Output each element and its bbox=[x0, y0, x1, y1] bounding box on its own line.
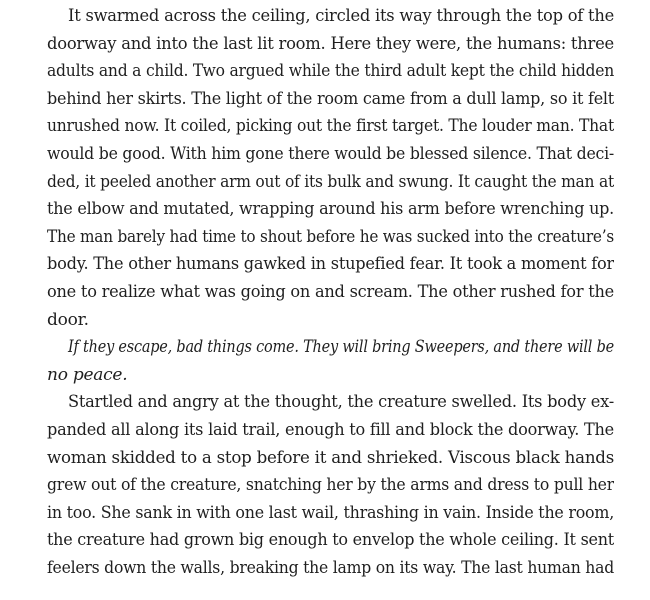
text-line-content: in too. She sank in with one last wail, thrashing in vain. Inside the room, bbox=[47, 502, 614, 523]
text-body bbox=[47, 3, 614, 582]
text-line-content: the elbow and mutated, wrapping around his arm before wrenching up. bbox=[47, 199, 614, 220]
paragraph bbox=[47, 334, 614, 389]
text-line-content: adults and a child. Two argued while the third adult kept the child hidden bbox=[47, 61, 614, 82]
text-line-content: door. bbox=[47, 309, 89, 330]
text-line bbox=[47, 417, 614, 445]
text-line-content: the creature had grown big enough to envelop the whole ceiling. It sent bbox=[47, 530, 614, 551]
text-line-content: grew out of the creature, snatching her by the arms and dress to pull her bbox=[47, 475, 614, 496]
text-line-content: unrushed now. It coiled, picking out the first target. The louder man. That bbox=[47, 116, 614, 137]
text-line bbox=[47, 113, 614, 141]
text-line-content: behind her skirts. The light of the room came from a dull lamp, so it felt bbox=[47, 88, 614, 109]
text-line bbox=[47, 555, 614, 583]
text-line bbox=[47, 58, 614, 86]
text-line bbox=[47, 472, 614, 500]
paragraph bbox=[47, 3, 614, 334]
text-line bbox=[47, 169, 614, 197]
text-line bbox=[47, 334, 614, 362]
text-line-content: Startled and angry at the thought, the creature swelled. Its body ex- bbox=[68, 392, 614, 413]
text-line bbox=[47, 3, 614, 31]
text-line bbox=[47, 307, 614, 335]
text-line-content: The man barely had time to shout before he was sucked into the creature’s bbox=[47, 226, 614, 247]
text-line-content: ded, it peeled another arm out of its bulk and swung. It caught the man at bbox=[47, 171, 614, 192]
text-line-content: no peace. bbox=[47, 364, 128, 385]
text-line bbox=[47, 362, 614, 390]
text-line bbox=[47, 445, 614, 473]
text-line bbox=[47, 86, 614, 114]
text-line bbox=[47, 196, 614, 224]
text-line bbox=[47, 224, 614, 252]
text-line bbox=[47, 279, 614, 307]
text-line bbox=[47, 251, 614, 279]
text-line bbox=[47, 500, 614, 528]
text-line-content: would be good. With him gone there would be blessed silence. That deci- bbox=[47, 143, 614, 164]
text-line-content: panded all along its laid trail, enough to fill and block the doorway. The bbox=[47, 419, 614, 440]
text-line bbox=[47, 141, 614, 169]
text-line-content: feelers down the walls, breaking the lamp on its way. The last human had bbox=[47, 557, 614, 578]
text-line bbox=[47, 31, 614, 59]
text-line bbox=[47, 389, 614, 417]
text-line-content: doorway and into the last lit room. Here they were, the humans: three bbox=[47, 33, 614, 54]
text-line-content: body. The other humans gawked in stupefied fear. It took a moment for bbox=[47, 254, 614, 275]
paragraph bbox=[47, 389, 614, 582]
text-line-content: It swarmed across the ceiling, circled its way through the top of the bbox=[68, 6, 614, 26]
text-line-content: woman skidded to a stop before it and shrieked. Viscous black hands bbox=[47, 447, 614, 468]
text-line-content: one to realize what was going on and scream. The other rushed for the bbox=[47, 281, 614, 302]
text-line-content: If they escape, bad things come. They will bring Sweepers, and there will be bbox=[68, 337, 614, 358]
text-line bbox=[47, 527, 614, 555]
